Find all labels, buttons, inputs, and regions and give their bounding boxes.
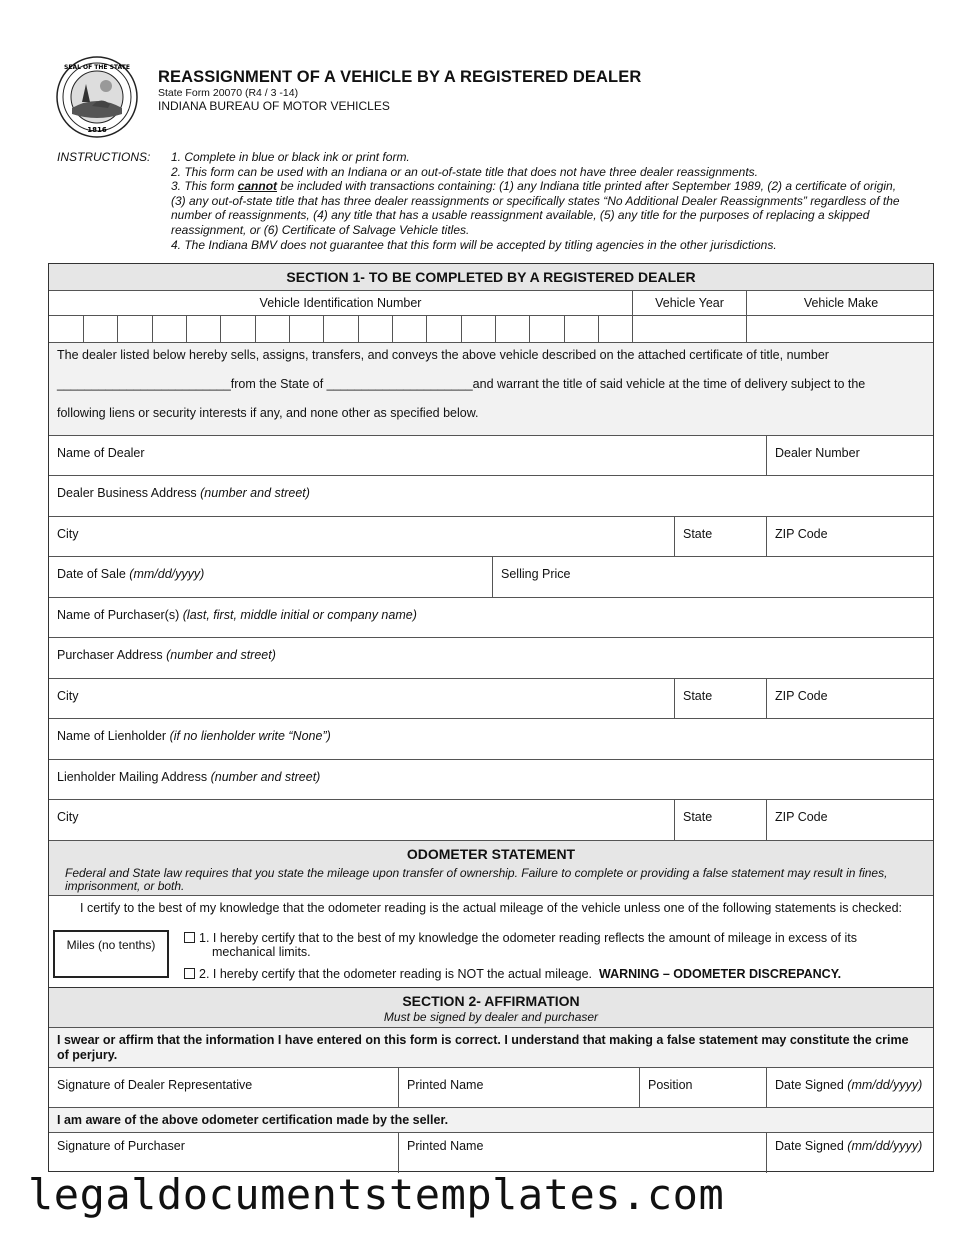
vin-label-row [49,290,933,315]
section2-subtitle: Must be signed by dealer and purchaser [383,1010,599,1024]
miles-input[interactable] [53,930,169,978]
odometer-body [49,895,933,987]
lienholder-address-row [49,759,933,799]
dealer-city-row [49,516,933,556]
statement-line-2: _________________________from the State of _____________________and warrant the title of said vehicle at the time of delivery subject to the [57,377,866,391]
dealer-name-row [49,435,933,475]
purchaser-signature-field[interactable]: Signature of Purchaser [57,1139,185,1153]
purchaser-address-row [49,637,933,678]
vin-char-box[interactable] [598,316,599,342]
purchaser-signature-row [49,1132,933,1173]
vin-char-box[interactable] [220,316,221,342]
odometer-legal-note: Federal and State law requires that you state the mileage upon transfer of ownership. Failure to complete or providing a false statement may result in fines, imprisonment, or both. [65,866,888,893]
vin-label: Vehicle Identification Number [259,296,422,310]
statement-line-3: following liens or security interests if any, and none other as specified below. [57,406,479,420]
dealer-position-field[interactable]: Position [648,1078,693,1092]
option-1-checkbox[interactable] [184,932,195,943]
instruction-4: 4. The Indiana BMV does not guarantee that this form will be accepted by titling agencies in the other jurisdictions. [171,237,777,252]
dealer-address-row [49,475,933,516]
odometer-certify-text: I certify to the best of my knowledge that the odometer reading is the actual mileage of the vehicle unless one of the following statements is checked: [80,901,902,915]
vin-char-box[interactable] [289,316,290,342]
odometer-header [49,840,933,895]
section2-header [49,987,933,1027]
vin-char-box[interactable] [255,316,256,342]
vin-input-row [49,315,933,342]
vin-char-box[interactable] [529,316,530,342]
instruction-2: 2. This form can be used with an Indiana or an out-of-state title that does not have three dealer reassignments. [171,164,759,179]
option-2-checkbox[interactable] [184,968,195,979]
statement-line-1: The dealer listed below hereby sells, assigns, transfers, and conveys the above vehicle described on the attached certificate of title, number [57,348,829,362]
vin-char-box[interactable] [426,316,427,342]
lienholder-name-field[interactable]: Name of Lienholder (if no lienholder write “None”) [57,729,331,743]
purchaser-name-row [49,597,933,637]
vin-char-box[interactable] [495,316,496,342]
vin-char-box[interactable] [117,316,118,342]
svg-text:SEAL OF THE STATE: SEAL OF THE STATE [64,64,130,71]
vin-char-box[interactable] [392,316,393,342]
odometer-warning: WARNING – ODOMETER DISCREPANCY. [598,967,842,981]
bureau-name: INDIANA BUREAU OF MOTOR VEHICLES [158,99,390,113]
watermark-text: legaldocumentstemplates.com [28,1170,725,1219]
purchaser-state-field[interactable]: State [683,689,713,703]
vin-char-box[interactable] [323,316,324,342]
odometer-option-1: 1. I hereby certify that to the best of my knowledge the odometer reading reflects the amount of mileage in excess of its mechanical limits. [184,931,857,959]
vehicle-year-label: Vehicle Year [655,296,724,310]
purchaser-printed-name-field[interactable]: Printed Name [407,1139,484,1153]
form-title: REASSIGNMENT OF A VEHICLE BY A REGISTERED DEALER [158,68,642,86]
section2-title: SECTION 2- AFFIRMATION [402,993,580,1009]
lienholder-city-field[interactable]: City [57,810,79,824]
dealer-city-field[interactable]: City [57,527,79,541]
dealer-signature-field[interactable]: Signature of Dealer Representative [57,1078,253,1092]
vin-char-box[interactable] [186,316,187,342]
lienholder-address-field[interactable]: Lienholder Mailing Address (number and street) [57,770,321,784]
aware-text: I am aware of the above odometer certification made by the seller. [57,1113,449,1127]
dealer-state-field[interactable]: State [683,527,713,541]
instruction-1: 1. Complete in blue or black ink or print form. [171,150,410,164]
dealer-zip-field[interactable]: ZIP Code [775,527,828,541]
purchaser-city-row [49,678,933,718]
lienholder-zip-field[interactable]: ZIP Code [775,810,828,824]
date-of-sale-field[interactable]: Date of Sale (mm/dd/yyyy) [57,567,205,581]
reassignment-form [48,263,934,1172]
lienholder-city-row [49,799,933,840]
purchaser-city-field[interactable]: City [57,689,79,703]
dealer-date-signed-field[interactable]: Date Signed (mm/dd/yyyy) [775,1078,923,1092]
sale-row [49,556,933,597]
dealer-address-field[interactable]: Dealer Business Address (number and street) [57,486,310,500]
purchaser-name-field[interactable]: Name of Purchaser(s) (last, first, middle initial or company name) [57,608,417,622]
instruction-3: 3. This form cannot be included with transactions containing: (1) any Indiana title printed after September 1989, (2) a certificate of origin, (3) any out-of-state title that has three dealer reassignments or specifically states “No Additional Dealer Reassignments” regardless of the number of reassignments, (4) any title that has a usable reassignment available, (5) any title for the purposes of replacing a skipped reassignment, or (6) Certificate of Salvage Vehicle titles. [171,179,900,237]
affirmation-statement [49,1027,933,1067]
odometer-option-2: 2. I hereby certify that the odometer reading is NOT the actual mileage. WARNING – ODOMETER DISCREPANCY. [184,967,841,981]
vehicle-make-input[interactable] [746,316,747,342]
instructions-list [171,150,906,252]
vin-char-box[interactable] [83,316,84,342]
purchaser-date-signed-field[interactable]: Date Signed (mm/dd/yyyy) [775,1139,923,1153]
vin-char-box[interactable] [461,316,462,342]
vin-char-box[interactable] [358,316,359,342]
purchaser-zip-field[interactable]: ZIP Code [775,689,828,703]
instructions-label: INSTRUCTIONS: [57,150,151,164]
affirmation-text: I swear or affirm that the information I have entered on this form is correct. I understand that making a false statement may constitute the crime of perjury. [57,1033,909,1062]
vin-char-box[interactable] [152,316,153,342]
dealer-printed-name-field[interactable]: Printed Name [407,1078,484,1092]
miles-label: Miles (no tenths) [66,938,156,952]
dealer-number-field[interactable]: Dealer Number [775,446,860,460]
aware-statement [49,1107,933,1132]
vin-char-box[interactable] [564,316,565,342]
form-number: State Form 20070 (R4 / 3 -14) [158,87,299,99]
transfer-statement [49,342,933,435]
purchaser-address-field[interactable]: Purchaser Address (number and street) [57,648,276,662]
odometer-title: ODOMETER STATEMENT [406,846,576,862]
vehicle-make-label: Vehicle Make [803,296,879,310]
lienholder-state-field[interactable]: State [683,810,713,824]
selling-price-field[interactable]: Selling Price [501,567,571,581]
vehicle-year-input[interactable] [632,316,633,342]
svg-text:1816: 1816 [87,126,107,134]
dealer-signature-row [49,1067,933,1107]
dealer-name-field[interactable]: Name of Dealer [57,446,145,460]
state-seal-logo [56,56,138,138]
lienholder-name-row [49,718,933,759]
section1-header [49,264,933,290]
section1-title: SECTION 1- TO BE COMPLETED BY A REGISTERED DEALER [286,269,696,285]
